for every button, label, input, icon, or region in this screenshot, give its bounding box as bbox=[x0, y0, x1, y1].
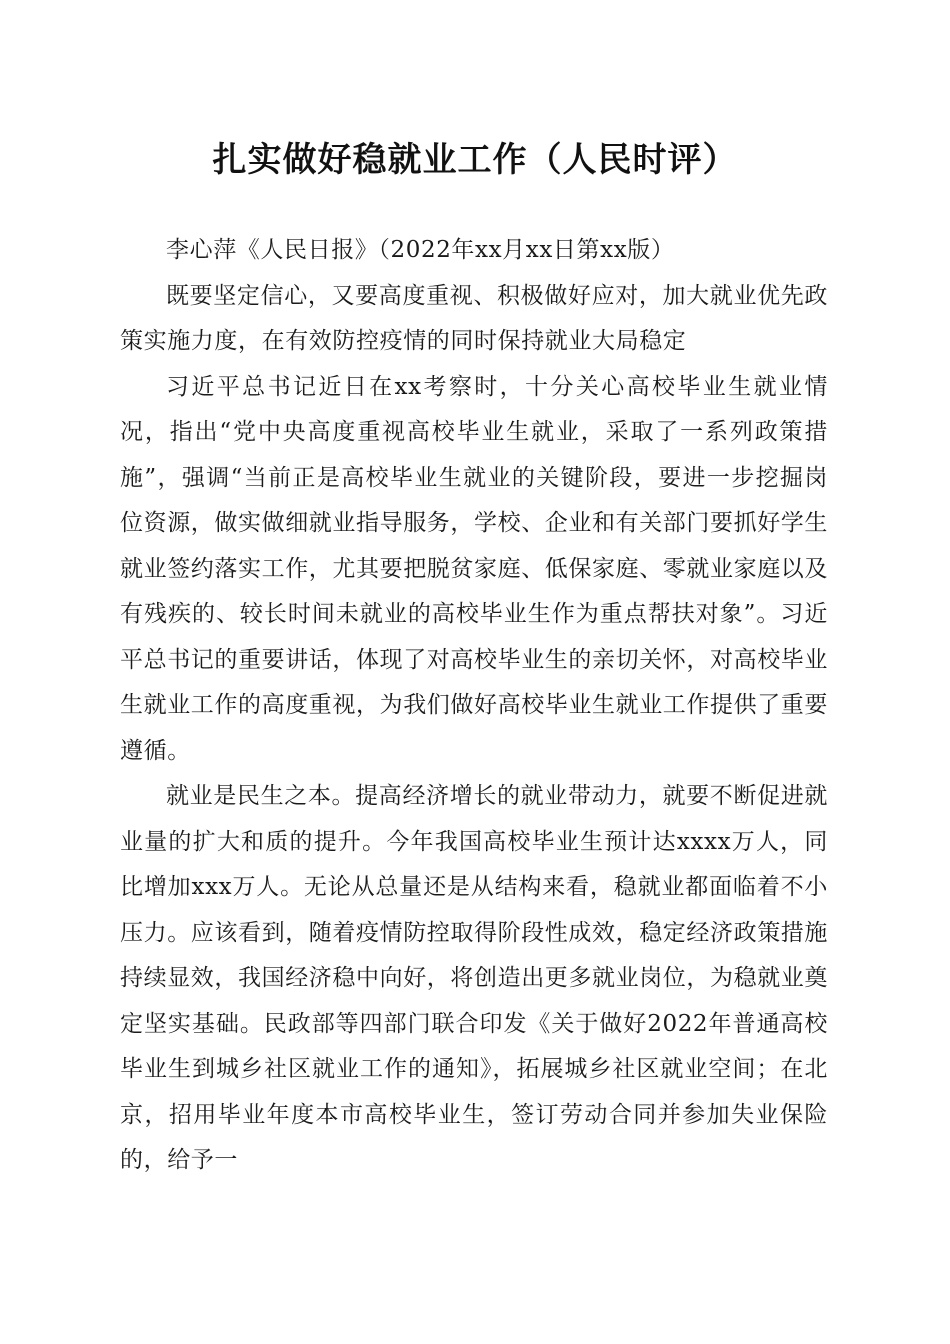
byline: 李心萍《人民日报》（2022年xx月xx日第xx版） bbox=[166, 237, 675, 263]
article-title: 扎实做好稳就业工作（人民时评） bbox=[212, 140, 738, 180]
paragraph: 就业是民生之本。提高经济增长的就业带动力，就要不断促进就业量的扩大和质的提升。今年我国高校毕业生预计达xxxx万人，同比增加xxx万人。无论从总量还是从结构来看，稳就业都面临着不小压力。应该看到，随着疫情防控取得阶段性成效，稳定经济政策措施持续显效，我国经济稳中向好，将创造出更多就业岗位，为稳就业奠定坚实基础。民政部等四部门联合印发《关于做好2022年普通高校毕业生到城乡社区就业工作的通知》，拓展城乡社区就业空间；在北京，招用毕业年度本市高校毕业生，签订劳动合同并参加失业保险的，给予一 bbox=[120, 783, 828, 1173]
paragraph-summary: 既要坚定信心，又要高度重视、积极做好应对，加大就业优先政策实施力度，在有效防控疫情的同时保持就业大局稳定 bbox=[120, 282, 828, 354]
article-body bbox=[120, 228, 828, 1184]
paragraph: 习近平总书记近日在xx考察时，十分关心高校毕业生就业情况，指出“党中央高度重视高校毕业生就业，采取了一系列政策措施”，强调“当前正是高校毕业生就业的关键阶段，要进一步挖掘岗位资源，做实做细就业指导服务，学校、企业和有关部门要抓好学生就业签约落实工作，尤其要把脱贫家庭、低保家庭、零就业家庭以及有残疾的、较长时间未就业的高校毕业生作为重点帮扶对象”。习近平总书记的重要讲话，体现了对高校毕业生的亲切关怀，对高校毕业生就业工作的高度重视，为我们做好高校毕业生就业工作提供了重要遵循。 bbox=[120, 373, 828, 764]
